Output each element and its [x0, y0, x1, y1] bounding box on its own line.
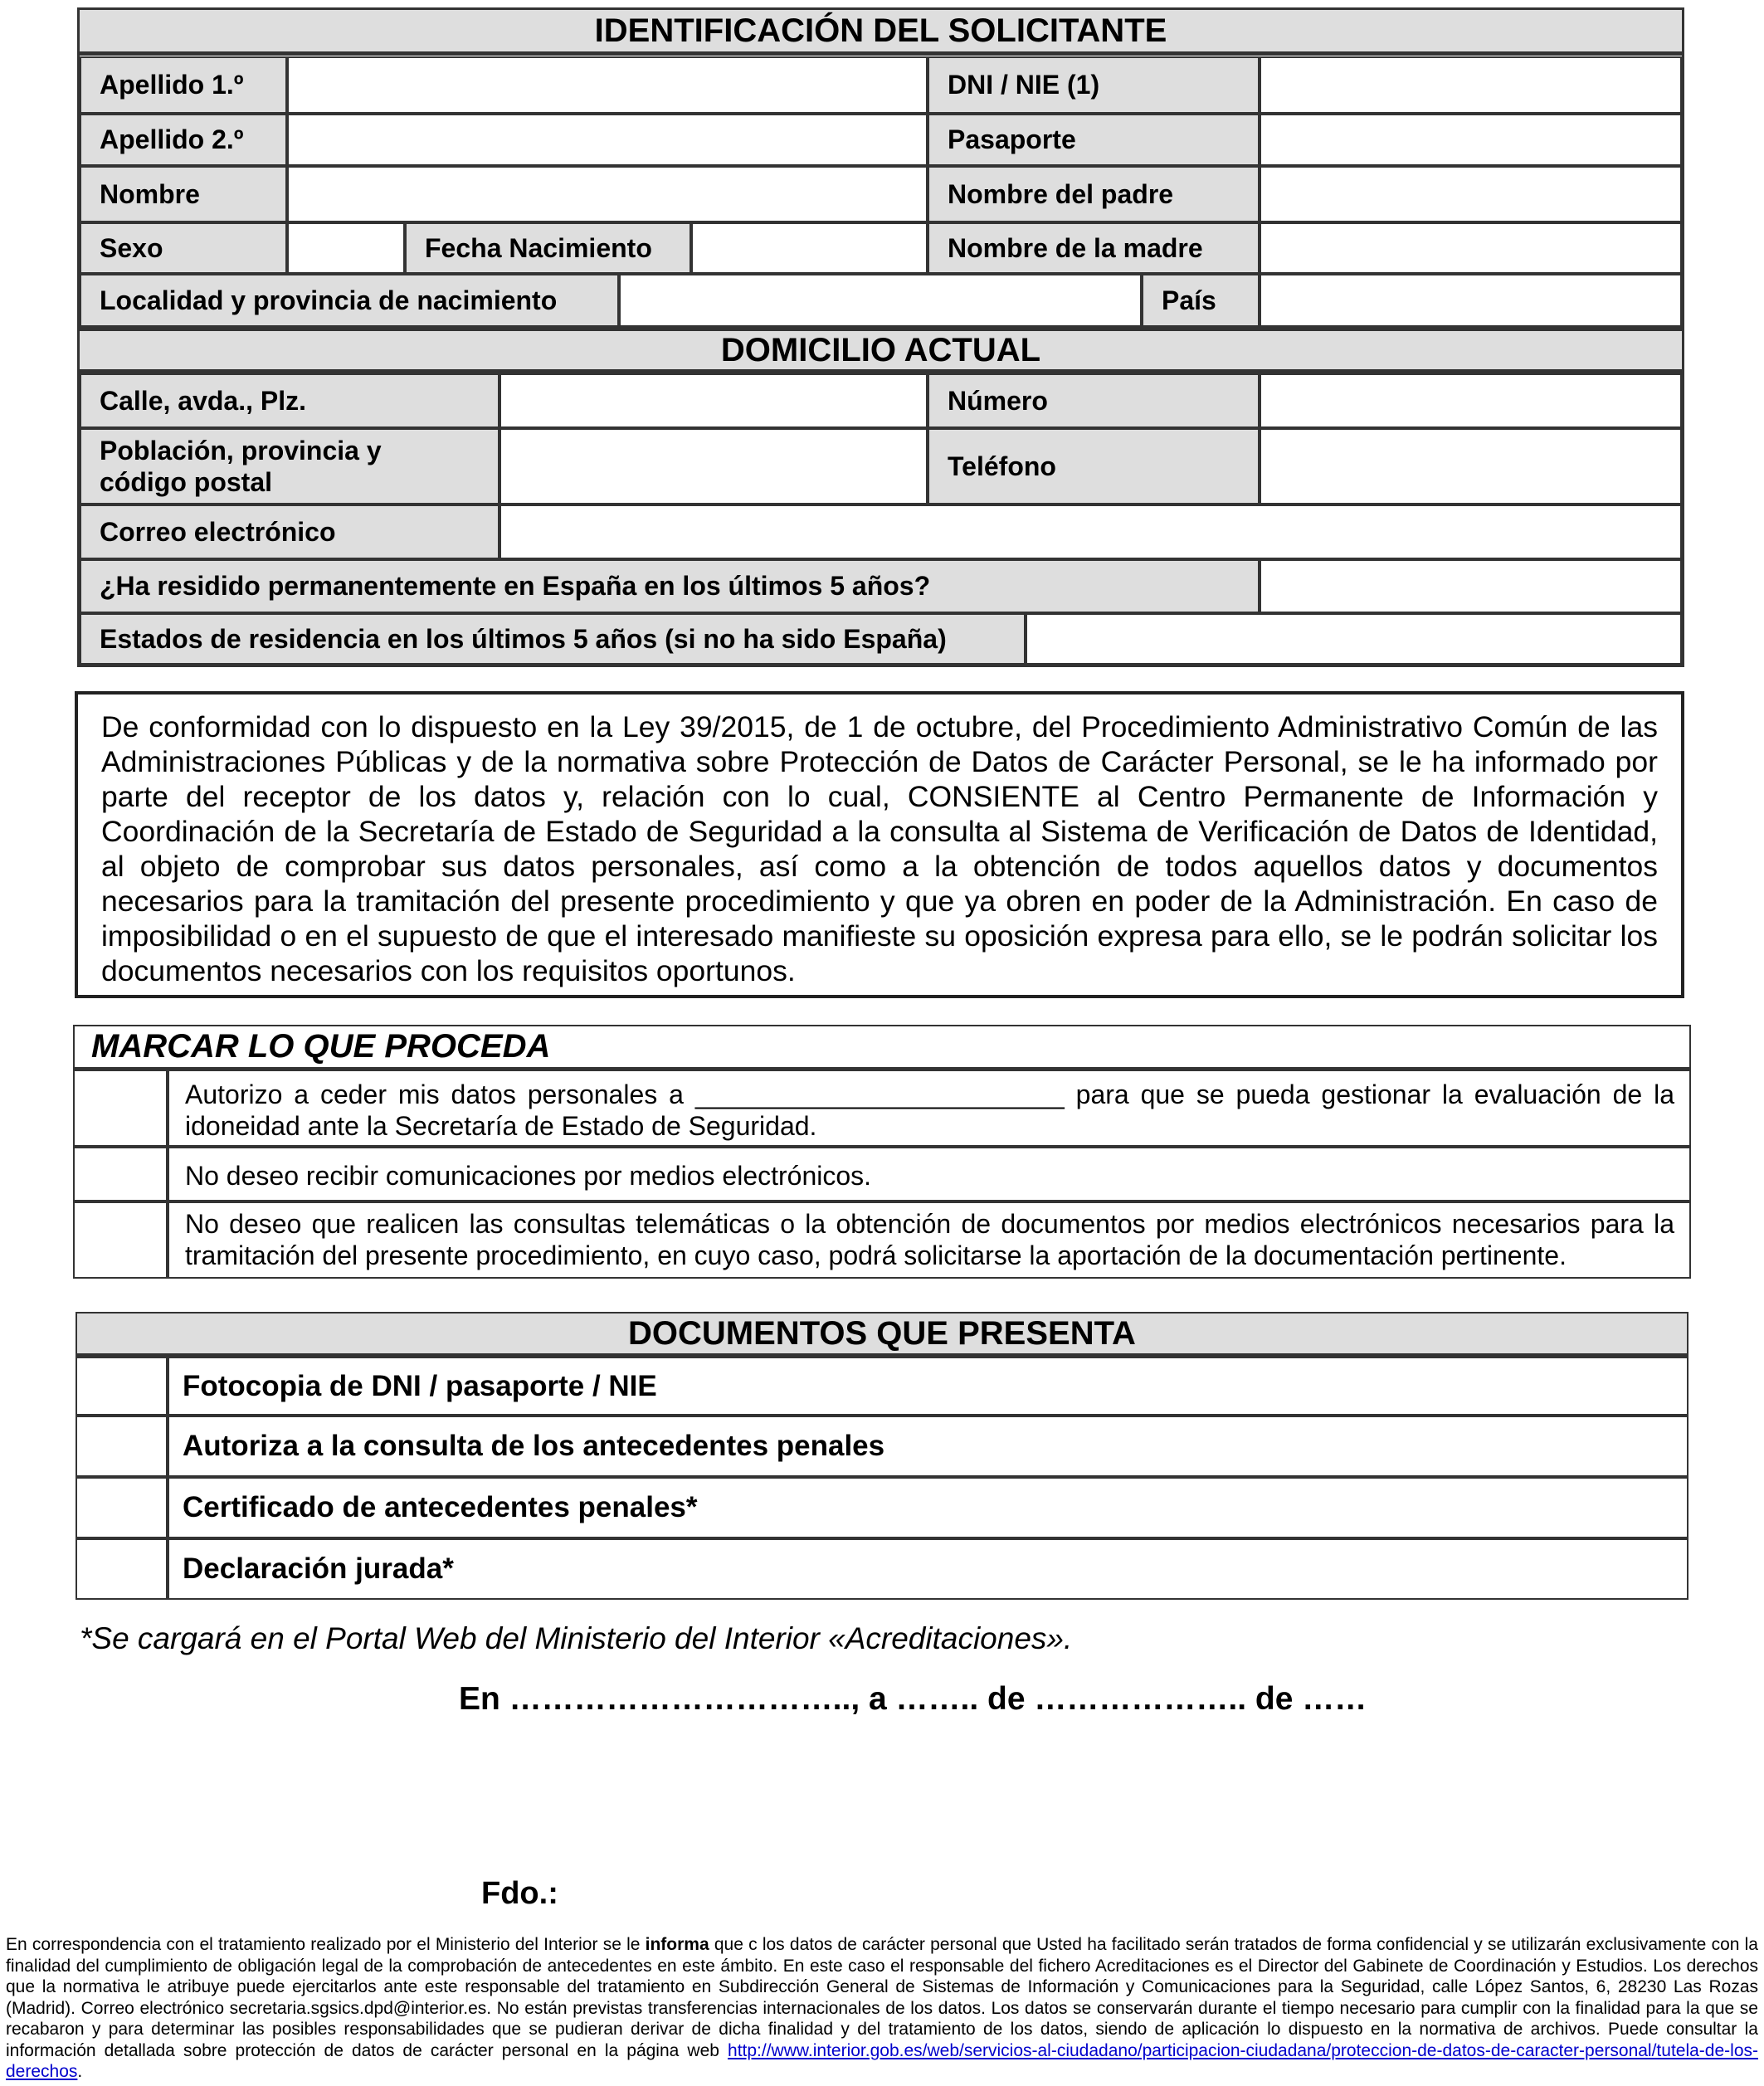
doc-text-3: Certificado de antecedentes penales* [183, 1491, 698, 1523]
option-text-1: Autorizo a ceder mis datos personales a _________________________ para que se pueda gestionar la evaluación de la idoneidad ante la Secretaría de Estado de Seguridad. [185, 1080, 1674, 1141]
pasaporte-field[interactable] [1260, 114, 1682, 166]
telefono-field[interactable] [1260, 428, 1682, 504]
option-text-3: No deseo que realicen las consultas telemáticas o la obtención de documentos por medios electrónicos necesarios para la tramitación del presente procedimiento, en cuyo caso, podrá solicitarse la aportación de la documentación pertinente. [185, 1209, 1674, 1270]
pais-label: País [1142, 274, 1260, 327]
option-checkbox-1[interactable] [73, 1070, 168, 1147]
calle-field[interactable] [499, 373, 928, 428]
estados-field[interactable] [1026, 613, 1682, 665]
localidad-label: Localidad y provincia de nacimiento [80, 274, 619, 327]
fecha-nacimiento-label: Fecha Nacimiento [405, 222, 691, 274]
pasaporte-label: Pasaporte [928, 114, 1260, 166]
apellido2-field[interactable] [287, 114, 928, 166]
footer-bold-word: informa [645, 1935, 709, 1954]
fecha-nacimiento-field[interactable] [691, 222, 928, 274]
apellido1-label: Apellido 1.º [80, 56, 287, 114]
privacy-footer [6, 1934, 1758, 2083]
consent-text: De conformidad con lo dispuesto en la Ley 39/2015, de 1 de octubre, del Procedimiento Administrativo Común de las Administraciones Públicas y de la normativa sobre Protección de Datos de Carácter Personal, se le ha informado por parte del receptor de los datos y, relación con lo cual, CONSIENTE al Centro Permanente de Información y Coordinación de la Secretaría de Estado de Seguridad a la consulta al Sistema de Verificación de Datos de Identidad, al objeto de comprobar sus datos personales, así como a la obtención de todos aquellos datos y documentos necesarios para la tramitación del presente procedimiento y que ya obren en poder de la Administración. En caso de imposibilidad o en el supuesto de que el interesado manifieste su oposición expresa para ello, se le podrán solicitar los documentos necesarios con los requisitos oportunos. [75, 691, 1684, 998]
date-line: En ………………………….., a …….. de ……………….. de …… [459, 1681, 1367, 1717]
correo-field[interactable] [499, 504, 1682, 559]
calle-label: Calle, avda., Plz. [80, 373, 499, 428]
telefono-label: Teléfono [928, 428, 1260, 504]
marcar-title: MARCAR LO QUE PROCEDA [75, 1026, 1689, 1070]
footer-link[interactable]: http://www.interior.gob.es/web/servicios-al-ciudadano/participacion-ciudadana/proteccion-de-datos-de-caracter-personal/tutela-de-los-derechos [6, 2040, 1758, 2081]
footer-end: . [77, 2062, 83, 2081]
doc-checkbox-3[interactable] [76, 1477, 168, 1538]
footer-text-2: que c los datos de carácter personal que Usted ha facilitado serán tratados de forma confidencial y se utilizarán exclusivamente con la finalidad del cumplimiento de obligación legal de la comprobación de antecedentes en este ámbito. En este caso el responsable del fichero Acreditaciones es el Director del Gabinete de Coordinación y Estudios. Los derechos que la normativa le atribuye puede ejercitarlos ante este responsable del tratamiento en Subdirección General de Sistemas de Información y Comunicaciones para la Seguridad, calle López Santos, 6, 28230 Las Rozas (Madrid). Correo electrónico secretaria.sgsics.dpd@interior.es. No están previstas transferencias internacionales de los datos. Los datos se conservarán durante el tiempo necesario para cumplir con la finalidad para la que se recabaron y para determinar las posibles responsabilidades que se pudieran derivar de dicha finalidad y del tratamiento de los datos, siendo de aplicación lo dispuesto en la normativa de archivos. Puede consultar la información detallada sobre protección de datos de carácter personal en la página web [6, 1935, 1758, 2060]
sexo-field[interactable] [287, 222, 405, 274]
signature-label: Fdo.: [481, 1876, 558, 1911]
poblacion-field[interactable] [499, 428, 928, 504]
doc-checkbox-4[interactable] [76, 1538, 168, 1600]
nombre-field[interactable] [287, 166, 928, 222]
doc-text-1: Fotocopia de DNI / pasaporte / NIE [183, 1369, 657, 1402]
nombre-madre-label: Nombre de la madre [928, 222, 1260, 274]
numero-label: Número [928, 373, 1260, 428]
correo-label: Correo electrónico [80, 504, 499, 559]
nombre-padre-label: Nombre del padre [928, 166, 1260, 222]
doc-checkbox-2[interactable] [76, 1416, 168, 1477]
pais-field[interactable] [1260, 274, 1682, 327]
option-checkbox-2[interactable] [73, 1147, 168, 1201]
numero-field[interactable] [1260, 373, 1682, 428]
estados-label: Estados de residencia en los últimos 5 años (si no ha sido España) [80, 613, 1026, 665]
nombre-label: Nombre [80, 166, 287, 222]
nombre-padre-field[interactable] [1260, 166, 1682, 222]
doc-text-4: Declaración jurada* [183, 1552, 454, 1585]
residido-label: ¿Ha residido permanentemente en España en los últimos 5 años? [80, 559, 1260, 613]
domicilio-title: DOMICILIO ACTUAL [80, 327, 1682, 373]
localidad-field[interactable] [619, 274, 1142, 327]
dni-nie-field[interactable] [1260, 56, 1682, 114]
identificacion-title: IDENTIFICACIÓN DEL SOLICITANTE [80, 10, 1682, 56]
nombre-madre-field[interactable] [1260, 222, 1682, 274]
documentos-title: DOCUMENTOS QUE PRESENTA [77, 1313, 1687, 1357]
footer-text-1: En correspondencia con el tratamiento realizado por el Ministerio del Interior se le [6, 1935, 646, 1954]
apellido2-label: Apellido 2.º [80, 114, 287, 166]
doc-checkbox-1[interactable] [76, 1357, 168, 1416]
apellido1-field[interactable] [287, 56, 928, 114]
sexo-label: Sexo [80, 222, 287, 274]
dni-nie-label: DNI / NIE (1) [928, 56, 1260, 114]
option-text-2: No deseo recibir comunicaciones por medios electrónicos. [185, 1161, 872, 1191]
residido-field[interactable] [1260, 559, 1682, 613]
doc-text-2: Autoriza a la consulta de los antecedentes penales [183, 1430, 885, 1462]
option-checkbox-3[interactable] [73, 1201, 168, 1279]
portal-note: *Se cargará en el Portal Web del Ministerio del Interior «Acreditaciones». [80, 1621, 1073, 1655]
poblacion-label: Población, provincia y código postal [80, 428, 499, 504]
